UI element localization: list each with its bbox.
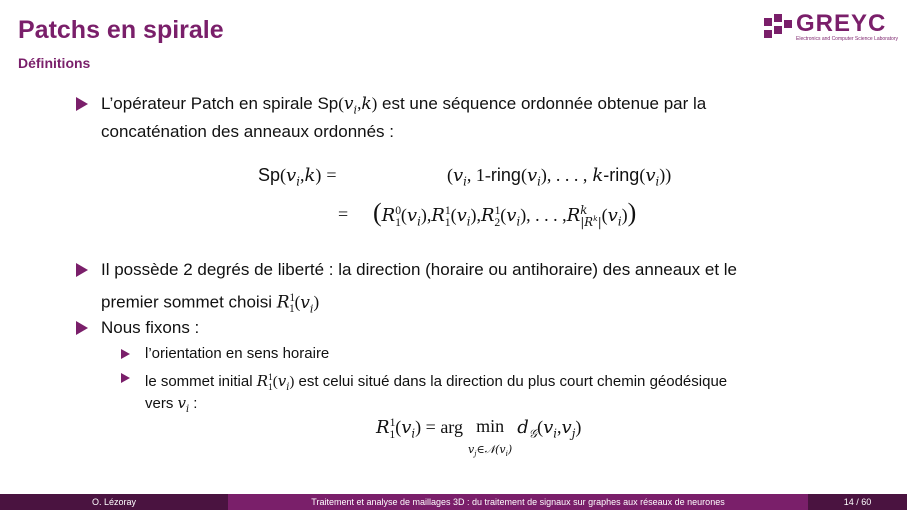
sub-bullet-2-text-a: le sommet initial [145, 373, 253, 390]
equation-line-2-eq: = [338, 204, 349, 224]
bullet-icon [76, 321, 88, 335]
sp-notation: $Sp(v_i,k)$ [317, 94, 378, 117]
bullet-icon [76, 263, 88, 277]
sub-bullet-2-text-b: est celui situé dans la direction du plus court chemin géodésique [298, 373, 728, 390]
equation-line-1-rhs: ($v_i$, $1-ring(v_i)$, . . . , $k-ring(v_i)$) [447, 165, 672, 189]
sub-bullet-2-text-c: vers [145, 395, 174, 412]
bullet-1-text-b: est une séquence ordonnée obtenue par la [382, 94, 707, 113]
footer-page-number: 14 / 60 [808, 494, 907, 510]
equation-line-2-rhs: ($R^0_1(v_i),R^1_1(v_i),R^1_2(v_i)$, . . . $,R^k_{|R^k|}(v_i)$) [373, 198, 637, 229]
footer-talk-title: Traitement et analyse de maillages 3D : du traitement de signaux sur graphes aux réseaux de neurones [228, 494, 808, 510]
logo-tagline: Electronics and Computer Science Laboratory [796, 36, 898, 42]
footer-bar [0, 494, 907, 510]
logo-word: GREYC [796, 10, 887, 37]
sub-bullet-icon [121, 373, 130, 383]
sub-bullet-1: l’orientation en sens horaire [145, 345, 330, 362]
bullet-1-line-1 [101, 93, 706, 121]
sub-bullet-icon [121, 349, 130, 359]
slide-subtitle: Définitions [18, 55, 91, 71]
bullet-2-line-1: Il possède 2 degrés de liberté : la direction (horaire ou antihoraire) des anneaux et le [101, 260, 737, 279]
slide-title: Patchs en spirale [18, 16, 224, 44]
footer-author: O. Lézoray [0, 494, 228, 510]
sub-bullet-2-colon: : [193, 395, 198, 412]
sub-bullet-2-line-2: vers $v_i$ : [145, 394, 198, 415]
logo-mark-icon [764, 14, 792, 40]
bullet-3-text: Nous fixons : [101, 318, 200, 337]
argmin-equation: $R^1_1(v_i)$ = arg min $v_j\in 𝒩(v_i)$ $d_𝒢(v_i,v_j)$ [376, 416, 582, 459]
equation-line-1-lhs: $Sp(v_i,k)$ = [258, 165, 337, 189]
bullet-1-line-2: concaténation des anneaux ordonnés : [101, 122, 395, 141]
bullet-2-line-2: premier sommet choisi $R^1_1(v_i)$ [101, 292, 320, 316]
sub-bullet-2-line-1: le sommet initial $R^1_1(v_i)$ est celui situé dans la direction du plus court chemin géodésique [145, 372, 728, 393]
greyc-logo [764, 10, 898, 46]
bullet-2-text: premier sommet choisi [101, 292, 272, 312]
bullet-icon [76, 97, 88, 111]
bullet-1-text-a: L’opérateur Patch en spirale [101, 94, 313, 113]
